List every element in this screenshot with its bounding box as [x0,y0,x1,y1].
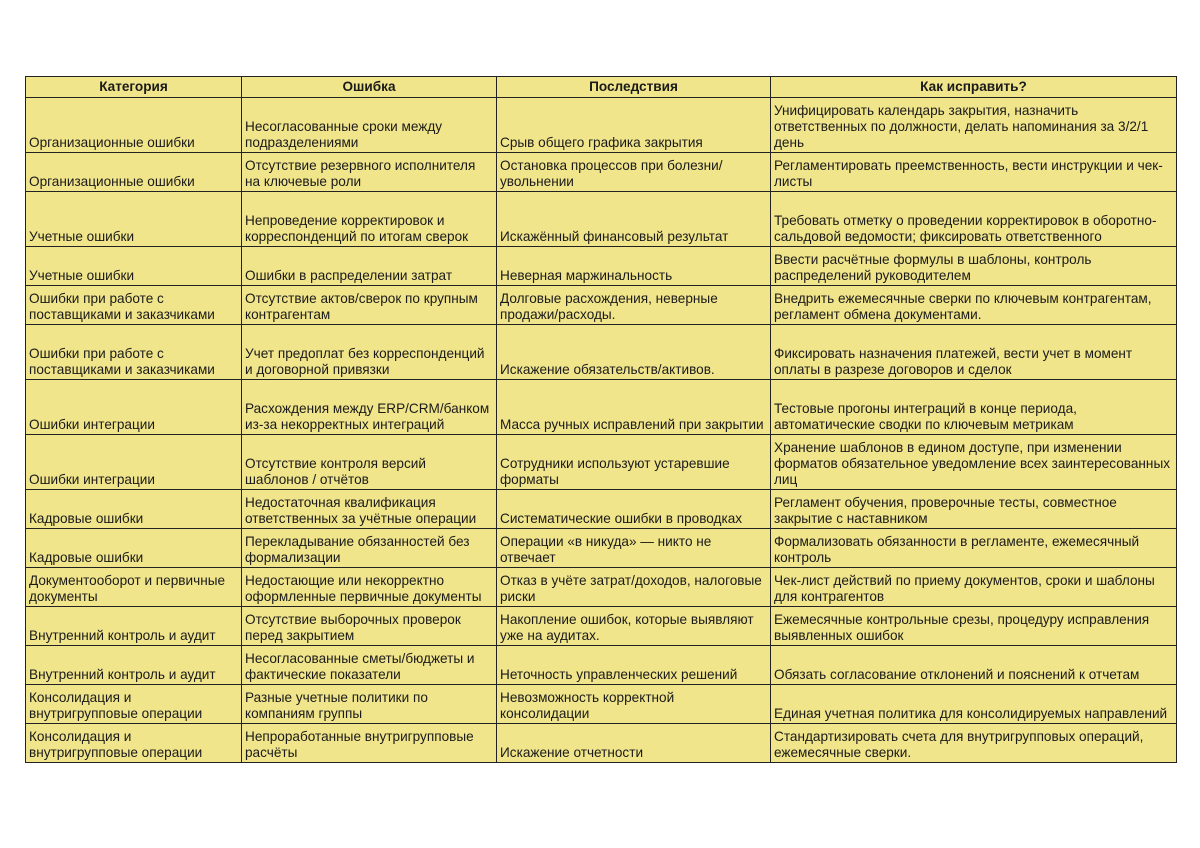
table-row [26,325,1177,380]
table-row [26,568,1177,607]
cell-error: Разные учетные политики по компаниям группы [242,685,497,724]
table-row [26,380,1177,435]
cell-consequences: Масса ручных исправлений при закрытии [497,380,771,435]
cell-consequences: Искажение отчетности [497,724,771,763]
cell-consequences: Накопление ошибок, которые выявляют уже на аудитах. [497,607,771,646]
cell-error: Отсутствие выборочных проверок перед закрытием [242,607,497,646]
cell-fix: Чек-лист действий по приему документов, сроки и шаблоны для контрагентов [771,568,1177,607]
cell-consequences: Операции «в никуда» — никто не отвечает [497,529,771,568]
cell-fix: Ежемесячные контрольные срезы, процедуру исправления выявленных ошибок [771,607,1177,646]
cell-fix: Хранение шаблонов в едином доступе, при изменении форматов обязательное уведомление всех заинтересованных лиц [771,435,1177,490]
cell-fix: Формализовать обязанности в регламенте, ежемесячный контроль [771,529,1177,568]
cell-consequences: Срыв общего графика закрытия [497,98,771,153]
cell-category: Организационные ошибки [26,153,242,192]
cell-category: Учетные ошибки [26,192,242,247]
header-error: Ошибка [242,77,497,98]
header-row [26,77,1177,98]
table-row [26,646,1177,685]
cell-fix: Регламент обучения, проверочные тесты, совместное закрытие с наставником [771,490,1177,529]
cell-category: Ошибки при работе с поставщиками и заказчиками [26,286,242,325]
cell-consequences: Систематические ошибки в проводках [497,490,771,529]
cell-fix: Унифицировать календарь закрытия, назначить ответственных по должности, делать напоминания за 3/2/1 день [771,98,1177,153]
cell-category: Консолидация и внутригрупповые операции [26,685,242,724]
cell-error: Расхождения между ERP/CRM/банком из-за некорректных интеграций [242,380,497,435]
table-row [26,247,1177,286]
cell-error: Несогласованные сметы/бюджеты и фактические показатели [242,646,497,685]
cell-category: Внутренний контроль и аудит [26,646,242,685]
cell-category: Организационные ошибки [26,98,242,153]
cell-consequences: Сотрудники используют устаревшие форматы [497,435,771,490]
cell-fix: Стандартизировать счета для внутригрупповых операций, ежемесячные сверки. [771,724,1177,763]
cell-fix: Единая учетная политика для консолидируемых направлений [771,685,1177,724]
table-row [26,98,1177,153]
header-category: Категория [26,77,242,98]
cell-consequences: Неверная маржинальность [497,247,771,286]
cell-consequences: Невозможность корректной консолидации [497,685,771,724]
cell-consequences: Неточность управленческих решений [497,646,771,685]
table-row [26,490,1177,529]
table-row [26,685,1177,724]
cell-consequences: Долговые расхождения, неверные продажи/расходы. [497,286,771,325]
cell-category: Кадровые ошибки [26,490,242,529]
cell-category: Кадровые ошибки [26,529,242,568]
header-consequences: Последствия [497,77,771,98]
header-fix: Как исправить? [771,77,1177,98]
table-row [26,153,1177,192]
cell-consequences: Искажённый финансовый результат [497,192,771,247]
cell-fix: Регламентировать преемственность, вести инструкции и чек-листы [771,153,1177,192]
cell-category: Ошибки интеграции [26,380,242,435]
cell-consequences: Отказ в учёте затрат/доходов, налоговые риски [497,568,771,607]
cell-error: Непроработанные внутригрупповые расчёты [242,724,497,763]
cell-category: Внутренний контроль и аудит [26,607,242,646]
cell-error: Перекладывание обязанностей без формализации [242,529,497,568]
cell-category: Документооборот и первичные документы [26,568,242,607]
cell-error: Отсутствие контроля версий шаблонов / отчётов [242,435,497,490]
cell-error: Недостающие или некорректно оформленные первичные документы [242,568,497,607]
table-row [26,435,1177,490]
cell-error: Отсутствие резервного исполнителя на ключевые роли [242,153,497,192]
cell-error: Несогласованные сроки между подразделениями [242,98,497,153]
cell-error: Недостаточная квалификация ответственных за учётные операции [242,490,497,529]
cell-error: Учет предоплат без корреспонденций и договорной привязки [242,325,497,380]
cell-category: Консолидация и внутригрупповые операции [26,724,242,763]
errors-table [25,76,1177,763]
table-row [26,192,1177,247]
cell-fix: Ввести расчётные формулы в шаблоны, контроль распределений руководителем [771,247,1177,286]
cell-fix: Внедрить ежемесячные сверки по ключевым контрагентам, регламент обмена документами. [771,286,1177,325]
cell-fix: Обязать согласование отклонений и пояснений к отчетам [771,646,1177,685]
cell-category: Ошибки интеграции [26,435,242,490]
cell-error: Непроведение корректировок и корреспонденций по итогам сверок [242,192,497,247]
cell-consequences: Искажение обязательств/активов. [497,325,771,380]
cell-category: Учетные ошибки [26,247,242,286]
cell-error: Ошибки в распределении затрат [242,247,497,286]
table-row [26,286,1177,325]
cell-category: Ошибки при работе с поставщиками и заказчиками [26,325,242,380]
table-row [26,724,1177,763]
cell-error: Отсутствие актов/сверок по крупным контрагентам [242,286,497,325]
cell-consequences: Остановка процессов при болезни/увольнении [497,153,771,192]
cell-fix: Требовать отметку о проведении корректировок в оборотно-сальдовой ведомости; фиксировать ответственного [771,192,1177,247]
table-row [26,529,1177,568]
cell-fix: Тестовые прогоны интеграций в конце периода, автоматические сводки по ключевым метрикам [771,380,1177,435]
cell-fix: Фиксировать назначения платежей, вести учет в момент оплаты в разрезе договоров и сделок [771,325,1177,380]
table-row [26,607,1177,646]
